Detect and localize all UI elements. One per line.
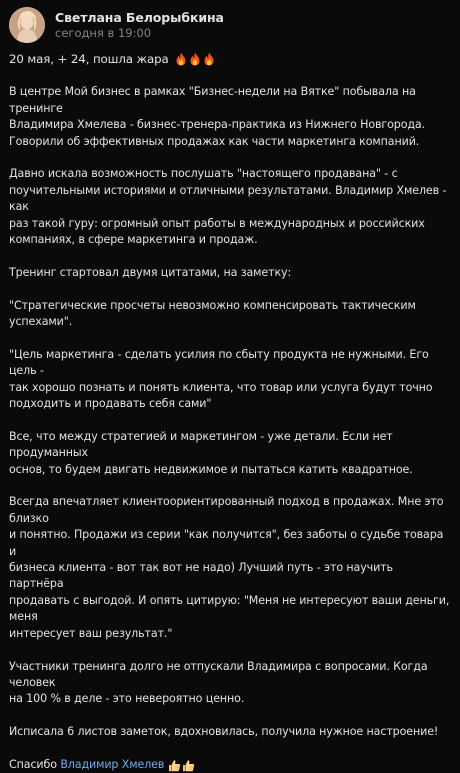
post-text xyxy=(9,50,450,773)
post-paragraph: Участники тренинга долго не отпускали Владимира с вопросами. Когда человек на 100 % в деле - это невероятно ценно. xyxy=(9,659,428,706)
post-paragraph: Тренинг стартовал двумя цитатами, на заметку: xyxy=(9,265,292,279)
post-paragraph: Всегда впечатляет клиентоориентированный подход в продажах. Мне это близко и понятно. Продажи из серии "как получится", без заботы о судьбе товара и бизнеса клиента - вот так вот не надо) Лучший путь - это научить партнёра продавать с выгодой. И опять цитирую: "Меня не интересуют ваши деньги, меня интересует ваш результат." xyxy=(9,495,450,640)
post-last-line xyxy=(9,757,450,773)
author-block xyxy=(55,10,224,41)
post-header xyxy=(9,6,450,44)
thumbs-up-icon xyxy=(182,759,195,772)
post-paragraph: "Цель маркетинга - сделать усилия по сбыту продукта не нужными. Его цель - так хорошо познать и понять клиента, что товар или услуга будут точно подходить и продавать себя сами" xyxy=(9,347,433,411)
post-time[interactable]: сегодня в 19:00 xyxy=(55,25,152,40)
fire-icon xyxy=(189,52,201,66)
first-line-text: 20 мая, + 24, пошла жара xyxy=(9,52,169,66)
post-paragraph: Давно искала возможность послушать "настоящего продавана" - с поучительными историями и отличными результатами. Владимир Хмелев - как раз такой гуру: огромный опыт работы в международных и российских компаниях, в сфере маркетинга и продаж. xyxy=(9,167,447,247)
post-paragraph: Исписала 6 листов заметок, вдохновилась, получила нужное настроение! xyxy=(9,725,439,739)
avatar-photo-icon xyxy=(9,7,45,43)
fire-icon xyxy=(203,52,215,66)
author-avatar[interactable] xyxy=(9,7,45,43)
thanks-text: Спасибо xyxy=(9,757,61,771)
post-paragraph: Все, что между стратегией и маркетингом - уже детали. Если нет продуманных основ, то будем двигать недвижимое и пытаться катить квадратное. xyxy=(9,429,413,476)
author-name[interactable]: Светлана Белорыбкина xyxy=(55,9,224,25)
post-first-line xyxy=(9,50,450,68)
post-paragraph: В центре Мой бизнес в рамках "Бизнес-недели на Вятке" побывала на тренинге Владимира Хмелева - бизнес-тренера-практика из Нижнего Новгорода. Говорили об эффективных продажах как части маркетинга компаний. xyxy=(9,85,426,148)
thumbs-up-icon xyxy=(168,759,181,772)
fire-icon xyxy=(175,52,187,66)
post-paragraph: "Стратегические просчеты невозможно компенсировать тактическим успехами". xyxy=(9,298,416,329)
mention-link[interactable]: Владимир Хмелев xyxy=(60,757,165,771)
